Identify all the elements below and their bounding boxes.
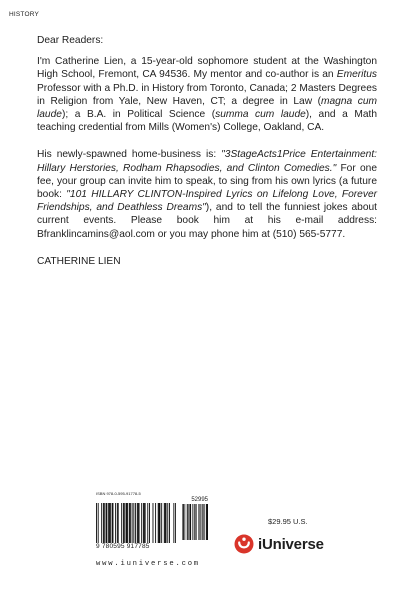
barcode-bar bbox=[155, 503, 156, 543]
barcode-bar bbox=[135, 503, 136, 543]
barcode-bar bbox=[106, 503, 107, 543]
isbn-barcode bbox=[96, 491, 208, 553]
barcode-bar bbox=[199, 504, 200, 540]
barcode-bar bbox=[192, 504, 193, 540]
barcode-bar bbox=[121, 503, 122, 543]
barcode-bar bbox=[145, 503, 146, 543]
letter-greeting: Dear Readers: bbox=[37, 35, 104, 46]
barcode-bar bbox=[158, 503, 159, 543]
letter-body bbox=[37, 34, 377, 268]
text-run: Professor with a Ph.D. in History from Toronto, Canada; 2 Masters Degrees in Religion from Yale, New Haven, CT; a degree in Law ( bbox=[37, 82, 377, 107]
italic-run: summa cum laude bbox=[215, 109, 306, 121]
barcode-bar bbox=[103, 503, 104, 543]
category-label: HISTORY bbox=[9, 11, 40, 18]
text-run: ), and to tell the funniest jokes about current events. Please book him at his e-mail address: Bfranklincamins@aol.com or you may phone him at (510) 565-5777. bbox=[37, 202, 378, 240]
barcode-bar bbox=[188, 504, 189, 540]
italic-run: Emeritus bbox=[336, 69, 377, 81]
barcode-bar bbox=[184, 504, 185, 540]
barcode-bar bbox=[137, 503, 138, 543]
barcode-bar bbox=[159, 503, 160, 543]
barcode-bar bbox=[194, 504, 195, 540]
barcode-bar bbox=[175, 503, 176, 543]
barcode-bar bbox=[101, 503, 102, 543]
barcode-bar bbox=[126, 503, 127, 543]
barcode-bar bbox=[138, 503, 139, 543]
barcode-main-bars bbox=[96, 503, 176, 543]
text-run: ); a B.A. in Political Science ( bbox=[61, 109, 216, 121]
barcode-bar bbox=[139, 503, 140, 543]
barcode-bar bbox=[126, 503, 127, 543]
barcode-bar bbox=[108, 503, 109, 543]
barcode-bar bbox=[149, 503, 150, 543]
barcode-bar bbox=[190, 504, 191, 540]
barcode-bar bbox=[165, 503, 166, 543]
iuniverse-logo-icon bbox=[234, 534, 254, 554]
barcode-bar bbox=[110, 503, 111, 543]
barcode-bar bbox=[159, 503, 160, 543]
barcode-bar bbox=[204, 504, 205, 540]
isbn-label: ISBN 978-0-595-91778-5 bbox=[96, 491, 141, 496]
publisher-website: www.iuniverse.com bbox=[96, 560, 200, 568]
barcode-bar bbox=[203, 504, 204, 540]
barcode-bar bbox=[196, 504, 197, 540]
barcode-bar bbox=[195, 504, 196, 540]
italic-run: magna cum laude bbox=[37, 95, 377, 121]
barcode-bar bbox=[141, 503, 142, 543]
barcode-bar bbox=[207, 504, 208, 540]
barcode-bar bbox=[118, 503, 119, 543]
barcode-bar bbox=[187, 504, 188, 540]
italic-run: "101 HILLARY CLINTON-Inspired Lyrics on Lifelong Love, Forever Friendships, and Deathless Dreams" bbox=[37, 189, 377, 214]
barcode-bar bbox=[206, 504, 207, 540]
barcode-bar bbox=[112, 503, 113, 543]
barcode-bar bbox=[147, 503, 148, 543]
barcode-bar bbox=[167, 503, 168, 543]
barcode-bar bbox=[113, 503, 114, 543]
barcode-bar bbox=[144, 503, 145, 543]
barcode-bar bbox=[166, 503, 167, 543]
barcode-bar bbox=[182, 504, 183, 540]
barcode-bar bbox=[115, 503, 116, 543]
barcode-bar bbox=[130, 503, 131, 543]
barcode-bar bbox=[143, 503, 144, 543]
barcode-bar bbox=[153, 503, 154, 543]
letter-paragraph-2 bbox=[37, 148, 377, 240]
text-run: I'm Catherine Lien, a 15-year-old sophomore student at the Washington High School, Fremont, CA 94536. My mentor and co-author is an bbox=[37, 56, 377, 81]
text-run: His newly-spawned home-business is: bbox=[37, 149, 222, 161]
barcode-bar bbox=[202, 504, 203, 540]
barcode-bar bbox=[185, 504, 186, 540]
barcode-bar bbox=[129, 503, 130, 543]
barcode-bar bbox=[169, 503, 170, 543]
barcode-bar bbox=[164, 503, 165, 543]
barcode-bar bbox=[132, 503, 133, 543]
barcode-bar bbox=[161, 503, 162, 543]
barcode-bar bbox=[117, 503, 118, 543]
barcode-bar bbox=[133, 503, 134, 543]
letter-paragraph-1 bbox=[37, 55, 377, 134]
barcode-bar bbox=[194, 504, 195, 540]
barcode-bar bbox=[98, 503, 99, 543]
barcode-bar bbox=[109, 503, 110, 543]
barcode-price-bars bbox=[182, 504, 208, 540]
text-run: ), and a Math teaching credential from Mills (Women's) College, Oakland, CA. bbox=[37, 109, 377, 134]
barcode-bar bbox=[123, 503, 124, 543]
publisher-name: iUniverse bbox=[258, 535, 324, 553]
text-run: For one fee, your group can invite him to speak, to sing from his own lyrics (a future book: bbox=[37, 162, 377, 201]
barcode-bar bbox=[200, 504, 201, 540]
barcode-bar bbox=[124, 503, 125, 543]
letter-signature: CATHERINE LIEN bbox=[37, 255, 121, 267]
publisher-logo bbox=[234, 532, 324, 556]
barcode-bar bbox=[106, 503, 107, 543]
italic-run: "3StageActs1Price Entertainment: Hillary Herstories, Rodham Rhapsodies, and Clinton Comedies." bbox=[37, 149, 377, 174]
barcode-bar bbox=[127, 503, 128, 543]
barcode-bar bbox=[198, 504, 199, 540]
barcode-bar bbox=[189, 504, 190, 540]
price-code: 52995 bbox=[191, 497, 208, 503]
barcode-bar bbox=[183, 504, 184, 540]
barcode-bar bbox=[202, 504, 203, 540]
barcode-bar bbox=[96, 503, 97, 543]
retail-price: $29.95 U.S. bbox=[268, 517, 308, 526]
barcode-bar bbox=[173, 503, 174, 543]
barcode-bar bbox=[206, 504, 207, 540]
barcode-bar bbox=[187, 504, 188, 540]
barcode-bar bbox=[207, 504, 208, 540]
barcode-bar bbox=[190, 504, 191, 540]
barcode-bar bbox=[104, 503, 105, 543]
isbn-digits: 9 780595 917785 bbox=[96, 543, 150, 550]
